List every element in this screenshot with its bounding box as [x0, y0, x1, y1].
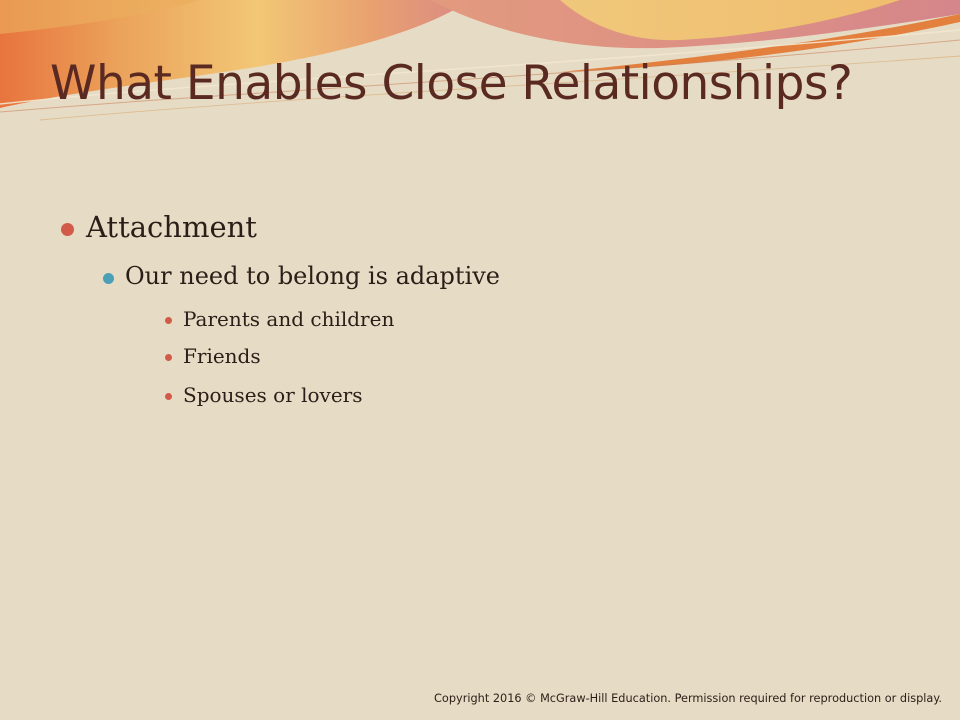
- bullet-level3-spouses: [183, 383, 363, 407]
- bullet-dot-icon: [165, 317, 172, 324]
- bullet-level2-need-to-belong: [125, 262, 500, 290]
- bullet-text: Our need to belong is adaptive: [125, 262, 500, 290]
- bullet-dot-icon: [61, 223, 74, 236]
- bullet-level3-friends: [183, 344, 261, 368]
- bullet-level3-parents: [183, 307, 394, 331]
- bullet-text: Spouses or lovers: [183, 383, 363, 407]
- bullet-level1-attachment: [86, 210, 257, 244]
- copyright-footer: Copyright 2016 © McGraw-Hill Education. Permission required for reproduction or display.: [434, 692, 942, 705]
- bullet-dot-icon: [103, 273, 114, 284]
- bullet-text: Attachment: [86, 210, 257, 244]
- slide-title: What Enables Close Relationships?: [50, 56, 853, 111]
- bullet-dot-icon: [165, 393, 172, 400]
- bullet-text: Friends: [183, 344, 261, 368]
- bullet-dot-icon: [165, 354, 172, 361]
- bullet-text: Parents and children: [183, 307, 395, 331]
